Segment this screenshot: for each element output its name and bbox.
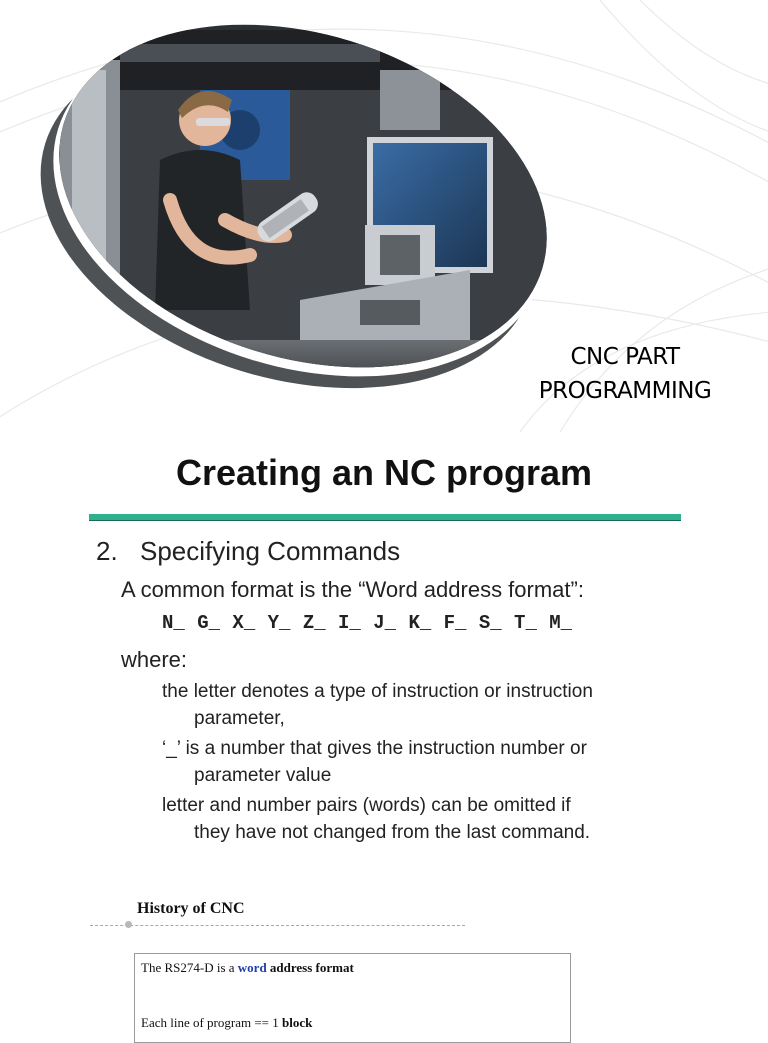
heading-text: Specifying Commands xyxy=(140,536,401,566)
title-underline xyxy=(89,514,681,521)
where-label: where: xyxy=(121,647,188,672)
divider-dot-icon xyxy=(125,921,132,928)
box-word-highlight: word xyxy=(237,960,267,975)
section-heading xyxy=(96,536,400,567)
bullet1-line2: parameter, xyxy=(194,708,285,729)
heading-number: 2. xyxy=(96,536,118,566)
bullet2-line1: ‘_’ is a number that gives the instruction number or xyxy=(162,738,587,759)
history-slide xyxy=(0,864,768,1030)
slide-title: Creating an NC program xyxy=(175,452,593,493)
history-title: History of CNC xyxy=(137,900,245,917)
box-line1-pre: The RS274-D is a xyxy=(141,960,235,975)
bullet1-line1: the letter denotes a type of instruction or instruction xyxy=(162,681,593,702)
box-line1 xyxy=(141,960,354,976)
bullet3-line1: letter and number pairs (words) can be omitted if xyxy=(162,795,571,816)
cover-title-line2: PROGRAMMING xyxy=(538,378,712,404)
cover-title-line1: CNC PART xyxy=(570,344,680,370)
box-line2 xyxy=(141,1015,312,1031)
box-line2-pre: Each line of program == 1 xyxy=(141,1015,279,1030)
nc-program-slide xyxy=(0,432,768,864)
word-address-code: N_ G_ X_ Y_ Z_ I_ J_ K_ F_ S_ T_ M_ xyxy=(162,612,573,634)
box-line2-bold: block xyxy=(282,1015,313,1030)
format-line: A common format is the “Word address format”: xyxy=(121,577,584,602)
cover-title xyxy=(500,340,750,408)
history-divider xyxy=(90,925,465,926)
cover-slide xyxy=(0,0,768,432)
box-line1-post: address format xyxy=(269,960,354,975)
bullet3-line2: they have not changed from the last command. xyxy=(194,822,591,843)
history-text-box xyxy=(134,953,571,1043)
bullet2-line2: parameter value xyxy=(194,765,332,786)
